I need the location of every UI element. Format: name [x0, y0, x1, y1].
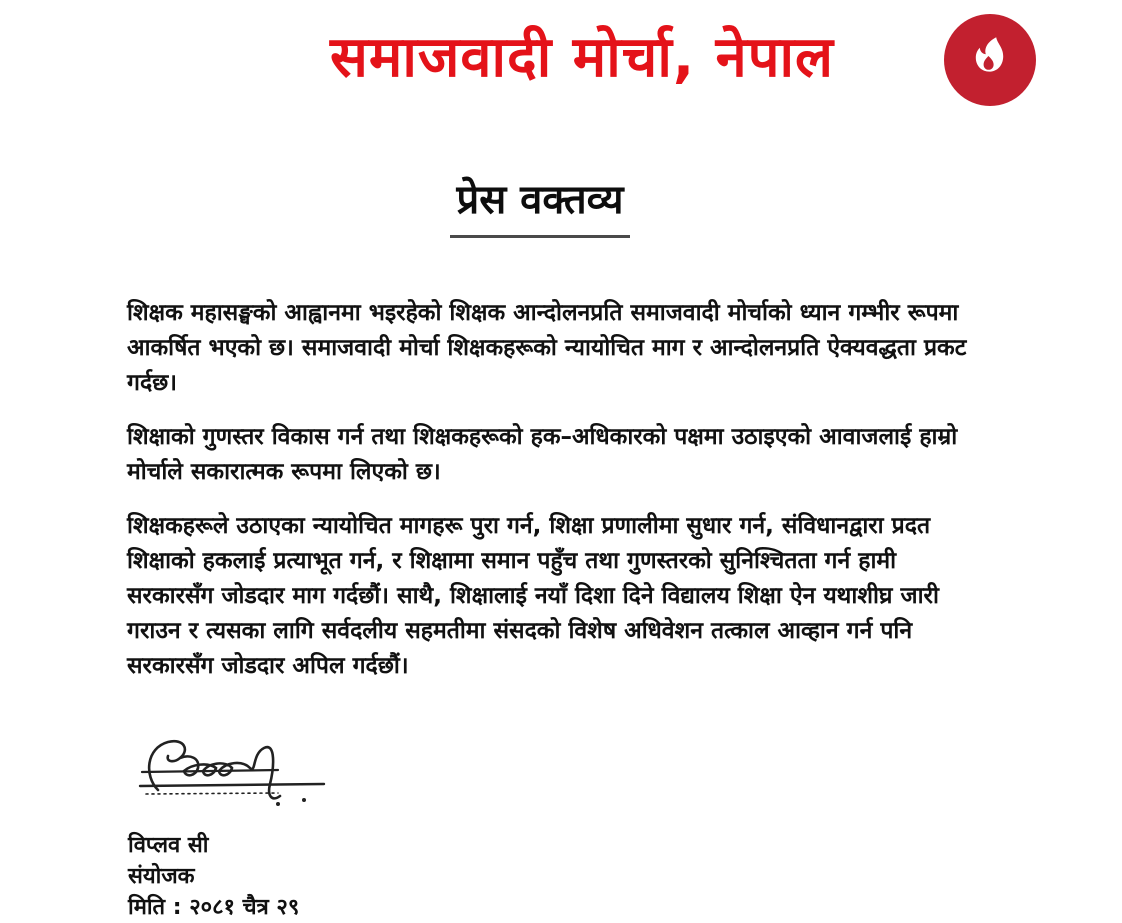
paragraph-1: शिक्षक महासङ्घको आह्वानमा भइरहेको शिक्षक आन्दोलनप्रति समाजवादी मोर्चाको ध्यान गम्भीर रूपमा आकर्षित भएको छ। समाजवादी मोर्चा शिक्षकहरूको न्यायोचित माग र आन्दोलनप्रति ऐक्यवद्धता प्रकट गर्दछ। — [127, 300, 967, 396]
signature-block — [128, 728, 358, 816]
organization-title: समाजवादी मोर्चा, नेपाल — [330, 25, 834, 90]
signatory-role: संयोजक — [128, 864, 195, 889]
signature-scrawl-image — [128, 728, 358, 816]
signatory-block — [128, 830, 1080, 923]
document-header — [0, 0, 1080, 122]
signatory-name: विप्लव सी — [128, 833, 209, 858]
paragraph-3: शिक्षकहरूले उठाएका न्यायोचित मागहरू पुरा गर्न, शिक्षा प्रणालीमा सुधार गर्न, संविधानद्वारा प्रदत शिक्षाको हकलाई प्रत्याभूत गर्न, र शिक्षामा समान पहुँच तथा गुणस्तरको सुनिश्चितता गर्न हामी सरकारसँग जोडदार माग गर्दछौं। साथै, शिक्षालाई नयाँ दिशा दिने विद्यालय शिक्षा ऐन यथाशीघ्र जारी गराउन र त्यसका लागि सर्वदलीय सहमतीमा संसदको विशेष अधिवेशन तत्काल आव्हान गर्न पनि सरकारसँग जोडदार अपिल गर्दछौं। — [127, 513, 939, 679]
paragraph-2: शिक्षाको गुणस्तर विकास गर्न तथा शिक्षकहरूको हक–अधिकारको पक्षमा उठाइएको आवाजलाई हाम्रो मोर्चाले सकारात्मक रूपमा लिएको छ। — [127, 424, 958, 485]
date-line: मिति : २०८१ चैत्र २९ — [128, 895, 300, 920]
document-body — [127, 296, 968, 684]
flame-badge — [944, 14, 1036, 106]
document-heading — [0, 170, 1080, 238]
flame-icon — [966, 33, 1014, 87]
document-heading-text: प्रेस वक्तव्य — [450, 170, 629, 238]
